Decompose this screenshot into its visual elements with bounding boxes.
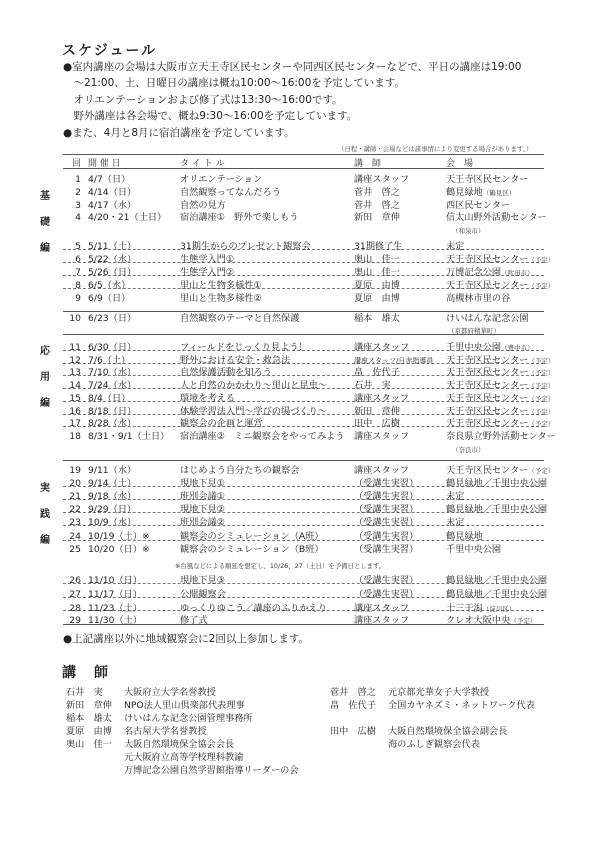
session-place: 天王寺区民センター（予定）	[446, 367, 555, 378]
session-lecturer: 奥山 佳一	[354, 267, 400, 278]
section-rule-1	[63, 311, 544, 312]
session-title: フィールドをじっくり見よう！	[180, 342, 308, 353]
session-number: 6	[75, 254, 81, 265]
session-title: 生態学入門②	[180, 267, 235, 278]
lecturer-affiliation: 海のふしぎ観察会代表	[388, 739, 480, 750]
session-date: 6/5（水）	[88, 280, 131, 291]
intro-line-2: ～21:00、土、日曜日の講座は概ね10:00～16:00を予定しています。	[63, 77, 405, 89]
session-place-note-row	[452, 225, 485, 237]
session-number: 28	[69, 603, 81, 614]
header-date: 開 催 日	[88, 159, 121, 169]
session-lecturer: （受講生実習）	[354, 478, 419, 489]
lecturer-name: 石井 実	[66, 687, 103, 698]
session-place: 天王寺区民センター（予定）	[446, 418, 555, 429]
session-date: 7/10（水）	[88, 367, 137, 378]
session-place: 万博記念公園（吹田市）	[446, 267, 534, 278]
session-place: 高槻林市里の谷	[446, 293, 511, 304]
section-rule-2	[63, 334, 544, 335]
lecturer-affiliation: 名古屋大学名誉教授	[124, 726, 207, 737]
section-practice: 実 践 編	[40, 483, 50, 546]
session-lecturer: 31期修了生	[354, 241, 403, 252]
lecturer-affiliation: けいはんな記念公園管理事務所	[124, 713, 253, 724]
session-place-note: （予定）	[528, 357, 555, 365]
session-date: 6/30（日）	[88, 342, 137, 353]
session-title: はじめよう自分たちの観察会	[180, 465, 300, 476]
session-title: 自然観察ってなんだろう	[180, 187, 282, 198]
session-date: 5/26（日）	[88, 267, 137, 278]
lecturer-affiliation: 元京都光華女子大学教授	[388, 687, 490, 698]
lecturer-affiliation: 万博記念公園自然学習館指導リーダーの会	[124, 765, 299, 776]
session-number: 20	[69, 478, 81, 489]
session-title: 人と自然のかかわり～里山と昆虫～	[180, 380, 327, 391]
session-title: 野外における安全・救急法	[180, 355, 291, 366]
intro-line-3: オリエンテーションおよび修了式は13:30～16:00です。	[63, 94, 343, 106]
session-lecturer: 畠 佐代子	[354, 367, 400, 378]
session-number: 1	[75, 174, 81, 185]
session-date: 9/14（土）	[88, 478, 137, 489]
session-place: 未定	[446, 241, 465, 252]
session-title: 自然の見方	[180, 200, 226, 211]
session-number: 17	[69, 418, 81, 429]
intro-line-1: ●室内講座の会場は大阪市立天王寺区民センターや同西区民センターなどで、平日の講座は19:00	[63, 61, 522, 73]
session-lecturer: （受講生実習）	[354, 544, 419, 555]
session-place: 十三干潟（淀川区）	[446, 603, 516, 614]
session-number: 18	[69, 431, 81, 442]
session-number: 3	[75, 200, 81, 211]
session-lecturer: （受講生実習）	[354, 491, 419, 502]
session-date: 11/17（日）	[88, 589, 143, 600]
session-place-note: （和泉市）	[452, 227, 485, 235]
session-place: 天王寺区民センター	[446, 174, 529, 185]
session-place-note: （予定）	[528, 408, 555, 416]
session-place: 鶴見緑地／千里中央公園	[446, 478, 548, 489]
session-date: 8/18（日）	[88, 406, 137, 417]
session-title: 修了式	[180, 615, 208, 626]
session-date: 11/10（日）	[88, 575, 143, 586]
session-date: 9/18（水）	[88, 491, 137, 502]
session-date: 4/17（水）	[88, 200, 137, 211]
session-place: 信太山野外活動センター	[446, 212, 547, 223]
section-applied: 応 用 編	[40, 346, 50, 409]
session-place: けいはんな記念公園	[446, 313, 529, 324]
session-title: 宿泊講座① 野外で楽しもう	[180, 212, 299, 223]
session-title: 班別会議②	[180, 517, 225, 528]
session-lecturer: 夏原 由博	[354, 280, 400, 291]
session-lecturer: 講座スタッフ	[354, 174, 410, 185]
session-lecturer: （受講生実習）	[354, 531, 419, 542]
session-place: 天王寺区民センター（予定）	[446, 355, 555, 366]
session-title: 自然観察のテーマと自然保護	[180, 313, 300, 324]
session-date: 10/20（日）※	[88, 544, 150, 555]
footer-note: ●上記講座以外に地域観察会に2回以上参加します。	[63, 633, 310, 645]
session-title: 里山と生物多様性②	[180, 293, 262, 304]
session-place-note: （奈良市）	[452, 446, 485, 454]
session-lecturer: 講座スタッフ	[354, 465, 410, 476]
session-place-note-row	[448, 325, 500, 337]
session-place-note: （予定）	[528, 382, 555, 390]
session-title: 環境を考える	[180, 393, 236, 404]
session-number: 13	[69, 367, 81, 378]
header-title: タ イ ト ル	[180, 159, 225, 169]
session-number: 26	[69, 575, 81, 586]
session-lecturer: 田中 広樹	[354, 418, 400, 429]
session-place: 天王寺区民センター（予定）	[446, 280, 555, 291]
session-lecturer: 石井 実	[354, 380, 391, 391]
session-date: 8/31・9/1（土日）	[88, 431, 170, 442]
lecturer-name: 奥山 佳一	[66, 739, 112, 750]
session-date: 6/9（日）	[88, 293, 131, 304]
session-date: 7/24（水）	[88, 380, 137, 391]
session-date: 7/6（土）	[88, 355, 131, 366]
rain-date-note: ※台風などによる順延を想定し、10/26、27（土日）を予備日とします。	[175, 562, 386, 570]
session-title: 里山と生物多様性①	[180, 280, 262, 291]
change-notice: （日程・講師・会場などは諸事情により変更する場合があります。）	[338, 145, 533, 153]
session-number: 27	[69, 589, 81, 600]
session-date: 10/9（水）	[88, 517, 137, 528]
intro-line-5: ●また、4月と8月に宿泊講座を予定しています。	[63, 127, 295, 139]
session-title: 現地下見②	[180, 504, 225, 515]
session-place: 未定	[446, 517, 465, 528]
session-date: 10/19（土）※	[88, 531, 150, 542]
session-lecturer: 菅井 啓之	[354, 200, 400, 211]
section-basic: 基 礎 編	[40, 191, 50, 254]
header-bottom-rule	[63, 168, 544, 169]
session-number: 7	[75, 267, 81, 278]
session-place: 千里中央公園（豊中市）	[446, 342, 534, 353]
session-place: 天王寺区民センター（予定）	[446, 393, 555, 404]
session-lecturer: （受講生実習）	[354, 504, 419, 515]
header-place: 会 場	[446, 159, 474, 169]
session-date: 4/7（日）	[88, 174, 131, 185]
session-number: 22	[69, 504, 81, 515]
lecturer-name: 新田 章伸	[66, 700, 112, 711]
session-lecturer: 新田 章伸	[354, 212, 400, 223]
lecturer-affiliation: 大阪自然環境保全協会会長	[124, 739, 235, 750]
session-date: 8/28（水）	[88, 418, 137, 429]
session-lecturer: 講座スタッフ	[354, 393, 410, 404]
lecturer-name: 田中 広樹	[330, 726, 376, 737]
session-date: 6/23（日）	[88, 313, 137, 324]
session-place-note: （予定）	[528, 420, 555, 428]
session-number: 11	[69, 342, 81, 353]
session-place-note: （予定）	[528, 256, 555, 264]
lecturer-affiliation: 元大阪府立高等学校理科教諭	[124, 752, 244, 763]
session-lecturer: 講座スタッフ	[354, 431, 410, 442]
session-number: 10	[69, 313, 81, 324]
session-place-note: （豊中市）	[501, 344, 534, 352]
session-date: 8/4（日）	[88, 393, 131, 404]
session-lecturer: 夏原 由博	[354, 293, 400, 304]
session-place: 鶴見緑地／千里中央公園	[446, 504, 548, 515]
session-place: 天王寺区民センター（予定）	[446, 465, 555, 476]
session-place: 鶴見緑地／千里中央公園	[446, 589, 548, 600]
session-place: 天王寺区民センター（予定）	[446, 254, 555, 265]
session-number: 8	[75, 280, 81, 291]
session-date: 5/11（土）	[88, 241, 137, 252]
session-date: 11/23（土）	[88, 603, 143, 614]
session-place-note: （予定）	[528, 282, 555, 290]
session-number: 15	[69, 393, 81, 404]
schedule-title: スケジュール	[62, 43, 158, 59]
lecturer-affiliation: 全国カヤネズミ・ネットワーク代表	[388, 700, 535, 711]
session-lecturer: 講座スタッフ	[354, 615, 410, 626]
session-place: 千里中央公園	[446, 544, 502, 555]
lecturer-name: 畠 佐代子	[330, 700, 376, 711]
session-title: 31期生からのプレゼント観察会	[180, 241, 311, 252]
session-number: 14	[69, 380, 81, 391]
lecturer-name: 稲本 雄太	[66, 713, 112, 724]
lecturer-affiliation: 大阪自然環境保全協会副会長	[388, 726, 508, 737]
lecturers-title: 講 師	[62, 665, 110, 681]
session-title: 現地下見①	[180, 478, 225, 489]
session-place-note: （淀川区）	[482, 605, 516, 613]
session-date: 9/11（水）	[88, 465, 137, 476]
session-title: 現地下見③	[180, 575, 225, 586]
session-place-note-row	[452, 444, 485, 456]
session-number: 23	[69, 517, 81, 528]
session-title: ゆっくりゆこう／講座のふりかえり	[180, 603, 327, 614]
intro-line-4: 野外講座は各会場で、概ね9:30～16:00を予定しています。	[63, 110, 358, 122]
section-rule-3	[63, 460, 544, 461]
session-date: 4/20・21（土日）	[88, 212, 167, 223]
session-number: 16	[69, 406, 81, 417]
session-place: 鶴見緑地（鶴見区）	[446, 187, 516, 198]
session-lecturer: 新田 章伸	[354, 406, 400, 417]
header-lecturer: 講 師	[354, 159, 382, 169]
session-title: 班別会議①	[180, 491, 225, 502]
session-date: 9/29（日）	[88, 504, 137, 515]
session-title: 体験学習法入門～学びの場づくり～	[180, 406, 327, 417]
session-number: 29	[69, 615, 81, 626]
session-place: 西区民センター	[446, 200, 510, 211]
table-top-rule	[63, 154, 544, 155]
session-place-note: （予定）	[510, 617, 537, 625]
session-number: 5	[75, 241, 81, 252]
table-bottom-rule	[63, 624, 544, 625]
lecturers-right	[330, 684, 590, 764]
lecturer-affiliation: 大阪府立大学名誉教授	[124, 687, 216, 698]
session-title: オリエンテーション	[180, 174, 263, 185]
session-number: 4	[75, 212, 81, 223]
session-place-note: （京都府精華町）	[448, 327, 500, 335]
session-date: 11/30（土）	[88, 615, 143, 626]
session-number: 2	[75, 187, 81, 198]
session-title: 観察会のシミュレーション（A班）	[180, 531, 324, 542]
lecturers-left	[66, 684, 326, 794]
session-number: 12	[69, 355, 81, 366]
session-title: 生態学入門①	[180, 254, 235, 265]
session-place: 奈良県立野外活動センター	[446, 431, 556, 442]
session-date: 4/14（日）	[88, 187, 137, 198]
session-lecturer: 稲本 雄太	[354, 313, 400, 324]
session-title: 公開観察会	[180, 589, 226, 600]
session-place-note: （吹田市）	[501, 269, 534, 277]
session-number: 21	[69, 491, 81, 502]
lecturer-name: 夏原 由博	[66, 726, 112, 737]
session-place: 鶴見緑地／千里中央公園	[446, 575, 548, 586]
session-place: 天王寺区民センター（予定）	[446, 380, 555, 391]
session-lecturer: （受講生実習）	[354, 589, 419, 600]
header-no: 回	[71, 159, 81, 169]
session-lecturer: （受講生実習）	[354, 517, 419, 528]
lecturer-name: 菅井 啓之	[330, 687, 376, 698]
session-place: クレオ大阪中央（予定）	[446, 615, 537, 626]
session-title: 観察会の企画と運営	[180, 418, 263, 429]
session-place-note: （予定）	[528, 395, 555, 403]
session-lecturer: 講座スタッフ/日赤指導員	[354, 357, 434, 365]
session-number: 19	[69, 465, 81, 476]
session-date: 5/22（水）	[88, 254, 137, 265]
session-lecturer: 菅井 啓之	[354, 187, 400, 198]
session-title: 自然保護活動を知ろう	[180, 367, 272, 378]
session-place: 鶴見緑地	[446, 531, 483, 542]
session-title: 観察会のシミュレーション（B班）	[180, 544, 324, 555]
session-place-note: （予定）	[528, 369, 555, 377]
session-place-note: （予定）	[528, 467, 555, 475]
session-place: 未定	[446, 491, 465, 502]
session-number: 25	[69, 544, 81, 555]
session-number: 24	[69, 531, 81, 542]
session-place: 天王寺区民センター（予定）	[446, 406, 555, 417]
session-lecturer: 奥山 佳一	[354, 254, 400, 265]
session-title: 宿泊講座② ミニ観察会をやってみよう	[180, 431, 345, 442]
session-lecturer: 講座スタッフ	[354, 603, 410, 614]
session-number: 9	[75, 293, 81, 304]
session-place-note: （鶴見区）	[482, 189, 516, 197]
session-lecturer: 講座スタッフ	[354, 342, 410, 353]
session-lecturer: （受講生実習）	[354, 575, 419, 586]
lecturer-affiliation: NPO法人里山倶楽部代表理事	[124, 700, 245, 711]
